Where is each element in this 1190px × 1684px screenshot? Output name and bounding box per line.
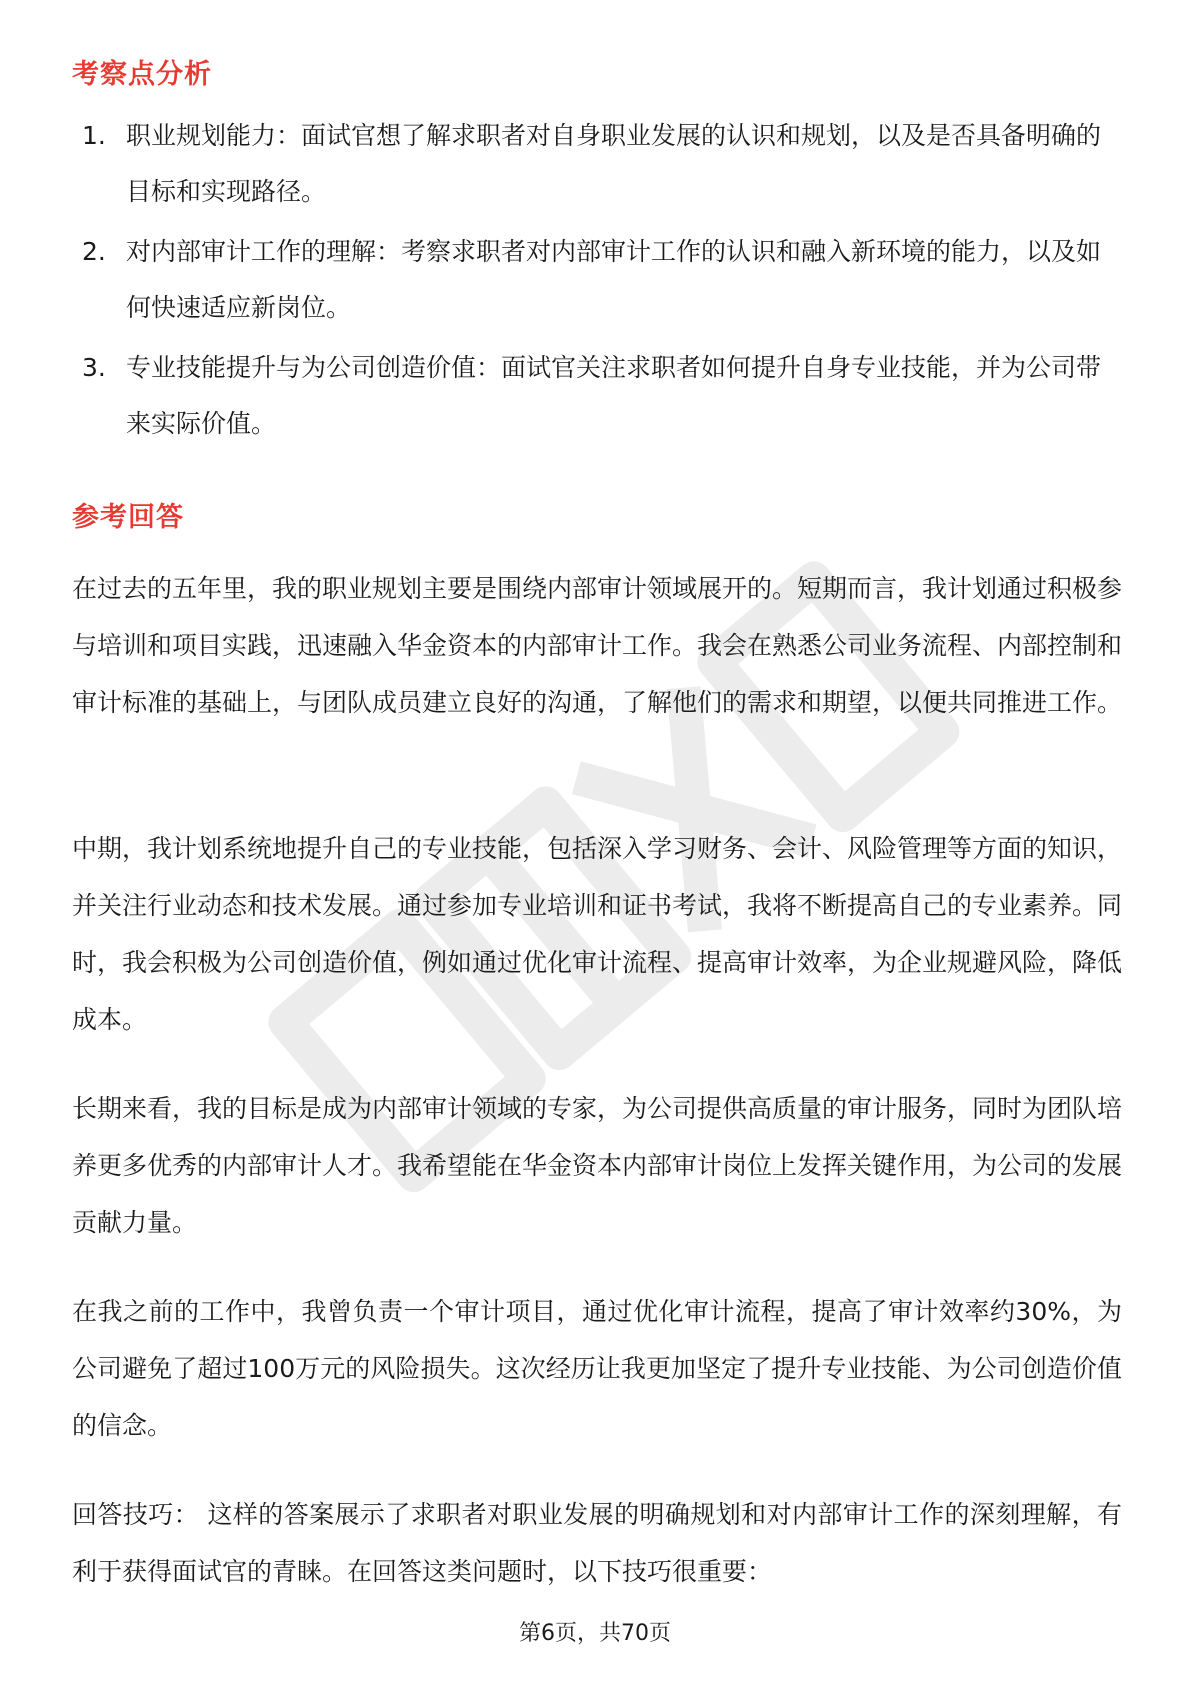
section-title-analysis: 考察点分析 xyxy=(72,59,212,90)
analysis-list xyxy=(82,108,1122,456)
list-text: 专业技能提升与为公司创造价值：面试官关注求职者如何提升自身专业技能，并为公司带来实际价值。 xyxy=(126,353,1102,438)
answer-paragraph: 中期，我计划系统地提升自己的专业技能，包括深入学习财务、会计、风险管理等方面的知识，并关注行业动态和技术发展。通过参加专业培训和证书考试，我将不断提高自己的专业素养。同时，我会积极为公司创造价值，例如通过优化审计流程、提高审计效率，为企业规避风险，降低成本。 xyxy=(72,834,1123,1034)
list-text: 职业规划能力：面试官想了解求职者对自身职业发展的认识和规划，以及是否具备明确的目标和实现路径。 xyxy=(126,121,1102,206)
answer-tips-paragraph: 回答技巧： 这样的答案展示了求职者对职业发展的明确规划和对内部审计工作的深刻理解，有利于获得面试官的青睐。在回答这类问题时，以下技巧很重要： xyxy=(72,1500,1122,1586)
list-item xyxy=(82,224,1122,336)
list-item xyxy=(82,340,1122,452)
list-text: 对内部审计工作的理解：考察求职者对内部审计工作的认识和融入新环境的能力，以及如何快速适应新岗位。 xyxy=(126,237,1102,322)
page-number: 第6页，共70页 xyxy=(519,1621,671,1646)
list-number: 3. xyxy=(82,353,106,382)
list-number: 2. xyxy=(82,237,106,266)
list-number: 1. xyxy=(82,121,106,150)
answer-paragraph: 在我之前的工作中，我曾负责一个审计项目，通过优化审计流程，提高了审计效率约30%，为公司避免了超过100万元的风险损失。这次经历让我更加坚定了提升专业技能、为公司创造价值的信念。 xyxy=(72,1297,1122,1440)
list-item xyxy=(82,108,1122,220)
answer-paragraph: 在过去的五年里，我的职业规划主要是围绕内部审计领域展开的。短期而言，我计划通过积极参与培训和项目实践，迅速融入华金资本的内部审计工作。我会在熟悉公司业务流程、内部控制和审计标准的基础上，与团队成员建立良好的沟通，了解他们的需求和期望，以便共同推进工作。 xyxy=(72,574,1123,717)
section-title-answer: 参考回答 xyxy=(72,502,184,533)
answer-paragraph: 长期来看，我的目标是成为内部审计领域的专家，为公司提供高质量的审计服务，同时为团队培养更多优秀的内部审计人才。我希望能在华金资本内部审计岗位上发挥关键作用，为公司的发展贡献力量。 xyxy=(72,1094,1123,1237)
